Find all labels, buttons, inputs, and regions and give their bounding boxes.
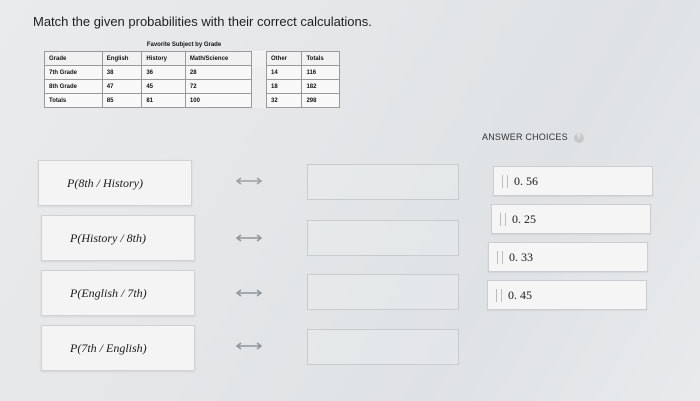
frequency-table-image: [44, 40, 340, 108]
answer-choices-header: [482, 132, 584, 143]
table-row: [45, 94, 340, 108]
answer-drop-zone[interactable]: [307, 329, 459, 365]
table-row: [45, 80, 340, 94]
prompt-label: P(English / 7th): [70, 286, 147, 300]
table-cell: 298: [302, 94, 340, 108]
table-header-cell: Math/Science: [185, 52, 251, 66]
page-title: Match the given probabilities with their correct calculations.: [33, 14, 372, 29]
table-caption: Favorite Subject by Grade: [146, 42, 222, 48]
prompt-item: [41, 215, 195, 261]
table-header-cell: Totals: [302, 52, 340, 66]
double-arrow-icon: [234, 341, 264, 351]
table-gap: [251, 80, 266, 94]
prompt-item: [38, 160, 192, 206]
answer-drop-zone[interactable]: [307, 164, 459, 200]
help-icon[interactable]: ?: [574, 133, 584, 143]
table-header-cell: English: [102, 52, 142, 66]
frequency-table: [44, 51, 340, 108]
table-cell: 100: [185, 94, 251, 108]
double-arrow-icon: [234, 288, 264, 298]
answer-choice-label: 0. 45: [508, 288, 532, 302]
answer-drop-zone[interactable]: [307, 274, 459, 310]
double-arrow-icon: [234, 233, 264, 243]
table-cell: 72: [185, 80, 251, 94]
answer-choice-label: 0. 33: [509, 250, 533, 264]
table-cell: 85: [102, 94, 142, 108]
table-cell: 7th Grade: [45, 66, 103, 80]
answer-choice-label: 0. 56: [514, 174, 538, 188]
answer-choice-label: 0. 25: [512, 212, 536, 226]
answer-choice[interactable]: [488, 242, 648, 272]
prompt-label: P(History / 8th): [70, 231, 146, 245]
drag-handle-icon[interactable]: [502, 175, 508, 188]
table-cell: 28: [185, 66, 251, 80]
answer-choice[interactable]: [487, 280, 647, 310]
table-header-cell: Grade: [45, 52, 103, 66]
drag-handle-icon[interactable]: [500, 213, 506, 226]
table-header-cell: History: [142, 52, 186, 66]
table-cell: 8th Grade: [45, 80, 103, 94]
drag-handle-icon[interactable]: [496, 289, 502, 302]
table-cell: Totals: [45, 94, 103, 108]
answer-choice[interactable]: [493, 166, 653, 196]
table-cell: 32: [266, 94, 301, 108]
table-header-row: [45, 52, 340, 66]
double-arrow-icon: [234, 176, 264, 186]
table-cell: 81: [142, 94, 186, 108]
prompt-item: [41, 270, 195, 316]
table-header-cell: Other: [266, 52, 301, 66]
answer-choices-label: ANSWER CHOICES: [482, 132, 568, 142]
table-gap: [251, 66, 266, 80]
prompt-item: [41, 325, 195, 371]
table-cell: 47: [102, 80, 142, 94]
table-gap: [251, 52, 266, 66]
prompt-label: P(8th / History): [67, 176, 143, 190]
answer-drop-zone[interactable]: [307, 220, 459, 256]
table-row: [45, 66, 340, 80]
answer-choice[interactable]: [491, 204, 651, 234]
table-cell: 116: [302, 66, 340, 80]
table-cell: 18: [266, 80, 301, 94]
table-cell: 182: [302, 80, 340, 94]
prompt-label: P(7th / English): [70, 341, 147, 355]
table-cell: 38: [102, 66, 142, 80]
drag-handle-icon[interactable]: [497, 251, 503, 264]
table-cell: 14: [266, 66, 301, 80]
table-cell: 36: [142, 66, 186, 80]
table-gap: [251, 94, 266, 108]
table-cell: 45: [142, 80, 186, 94]
